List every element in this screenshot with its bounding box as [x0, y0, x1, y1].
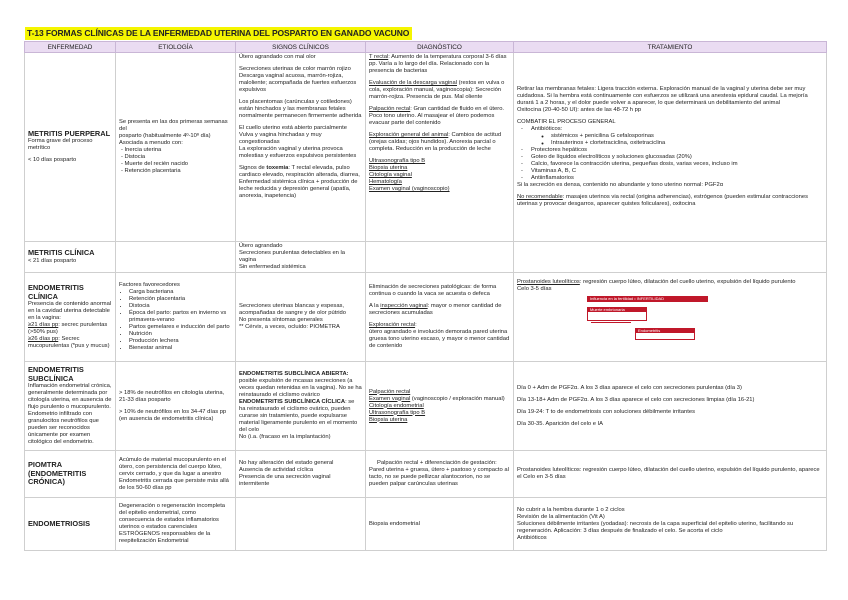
list-item: - Retención placentaria — [121, 168, 181, 174]
text: útero agrandado e involución demorada pared uterina gruesa tono uterino escaso, y mayor o menor cantidad de contenido — [369, 329, 510, 349]
disease-desc: Forma grave del proceso metrítico — [28, 138, 93, 152]
text: : Aumento de la temperatura corporal 3-6 días pp. Varía a lo largo del día. Relacionado con la presencia de bacterias — [369, 54, 507, 74]
text: Soluciones débilmente irritantes (yodadas): necrosis de la capa superficial del epitelio uterino, facilitando su regeneración. Aplicación: 3 días después de finalizado el celo. Se acorta el ciclo — [517, 520, 794, 534]
text: No cubrir a la hembra durante 1 o 2 ciclos — [517, 506, 625, 513]
text: Endometritis — [636, 329, 694, 333]
cell-etiology — [116, 362, 236, 451]
cell-treatment — [514, 498, 827, 551]
cell-signs — [236, 273, 366, 362]
text: No (i.a. (fracaso en la implantación) — [239, 434, 331, 440]
text: Los placentomas (carúnculas y cotiledones) están hinchados y las membranas fetales normalmente permanecen firmemente adherida — [239, 99, 362, 119]
list-item: - Muerte del recién nacido — [121, 161, 189, 167]
text: Exploración general del animal — [369, 132, 449, 138]
cell-signs — [236, 362, 366, 451]
list-item: - Antiinflamatorios — [531, 175, 823, 182]
text — [28, 322, 112, 336]
list-item: - Antibióticos: — [531, 126, 823, 133]
disease-name: ENDOMETRITIS CLÍNICA — [28, 283, 84, 301]
disease-desc: Inflamación endometrial crónica, generalmente determinada por citología uterina, en ausencia de flujo purulento o mucopurulento. Endometrio infiltrado con granulocitos neutrófilos que pueden ser reconocidos únicamente por examen citológico del endometrio. — [28, 383, 112, 445]
text: Secreciones purulentas detectables en la vagina — [239, 250, 346, 263]
text: Palpación rectal + diferenciación de gestación: — [377, 460, 497, 466]
text — [369, 106, 510, 127]
header-etiologia: ETIOLOGÍA — [116, 42, 236, 53]
text: (vaginoscopio / exploración manual) — [410, 395, 505, 402]
text: : — [415, 322, 417, 328]
cell-signs — [236, 242, 366, 273]
text: Pared uterina + gruesa, útero + pastoso y compacto al tacto, no se puede pellizcar alantocorion, no se pueden palpar carúnculas uterinas — [369, 467, 509, 487]
cell-signs — [236, 451, 366, 498]
page-title: T-13 FORMAS CLÍNICAS DE LA ENFERMEDAD UTERINA DEL POSPARTO EN GANADO VACUNO — [25, 27, 412, 40]
text: ≥21 días pp — [28, 322, 59, 328]
text: : Cambios de actitud (orejas caídas; ojos hundidos). Anorexia parcial o completa. Reducción en la producción de leche — [369, 132, 502, 152]
cell-disease — [25, 451, 116, 498]
text: Biopsia uterina — [369, 416, 408, 423]
cell-disease — [25, 498, 116, 551]
row-piometra — [25, 451, 827, 498]
list-item: • Bienestar animal — [129, 345, 232, 352]
text: : se ha reinstaurado el ciclismo ovárico, pueden curarse sin tratamiento, puede expulsarse material ligeramente purulento en el momento del celo — [239, 399, 358, 433]
text: ≥26 días pp — [28, 336, 59, 342]
text: Exploración rectal — [369, 322, 416, 328]
cell-diagnosis — [366, 498, 514, 551]
disease-name: METRITIS CLÍNICA — [28, 248, 95, 258]
text: Biopsia uterina — [369, 165, 408, 171]
list-item: • Producción lechera — [129, 338, 232, 345]
text: Endometritis cerrada que persiste más allá de los 50-60 días pp — [119, 477, 229, 491]
list — [517, 126, 823, 133]
text — [517, 279, 823, 286]
cell-etiology — [116, 498, 236, 551]
disease-name: ENDOMETRIOSIS — [28, 518, 91, 528]
cell-treatment — [514, 362, 827, 451]
text: Ultrasonografía tipo B — [369, 158, 426, 164]
text: Si la secreción es densa, contenido no abundante y tono uterino normal: PGF2α — [517, 182, 724, 188]
disease-name: ENDOMETRITIS SUBCLÍNICA — [28, 365, 84, 383]
cell-treatment — [514, 273, 827, 362]
cell-etiology — [116, 273, 236, 362]
list-item: - Vitaminas A, B, C — [531, 168, 823, 175]
text: Secreciones uterinas blancas y espesas, acompañadas de sangre y de olor pútrido — [239, 303, 346, 316]
text: Palpación rectal — [369, 388, 411, 395]
header-tratamiento: TRATAMIENTO — [514, 42, 827, 53]
cell-signs — [236, 53, 366, 242]
text: Útero agrandado con mal olor — [239, 54, 316, 60]
list-item: - Protectores hepáticos — [531, 147, 823, 154]
text: Palpación rectal — [369, 106, 411, 112]
text — [239, 165, 362, 200]
text: Citología vaginal — [369, 172, 412, 178]
text: Acúmulo de material mucopurulento en el útero, con persistencia del cuerpo lúteo, cervix cerrado, y que da lugar a anestro — [119, 456, 226, 477]
list-item: ◦ sistémicos + penicilina G cefalosporinas — [551, 133, 823, 140]
header-diagnostico: DIAGNÓSTICO — [366, 42, 514, 53]
text: Secreciones uterinas de color marrón rojizo — [239, 66, 351, 72]
text: Biopsia endometrial — [369, 520, 420, 527]
disease-table — [24, 41, 827, 551]
table-header-row — [25, 42, 827, 53]
text — [369, 322, 510, 329]
text: Retirar las membranas fetales: Ligera tracción externa. Exploración manual de la vaginal y uterina debe ser muy cuidadosa. Si la hembra está continuamente con esfuerzos se utilizará una anestesia epidural caudal. La mejoría durará 1 a 2 horas, y el dolor puede volver a aparecer, lo que determinará un debilitamiento del animal — [517, 86, 808, 106]
text: Útero agrandado — [239, 243, 283, 249]
text — [517, 194, 823, 208]
list-item: ◦ Intrauterinos + clortetraciclina, oxitetraciclina — [551, 140, 823, 147]
text: Citología endometrial — [369, 402, 424, 409]
header-signos: SIGNOS CLÍNICOS — [236, 42, 366, 53]
text: Oxitocina (20-40-50 UI): antes de las 48-72 h pp — [517, 107, 642, 113]
cell-etiology — [116, 451, 236, 498]
text: No hay alteración del estado general — [239, 460, 334, 466]
text — [369, 132, 510, 153]
cell-disease — [25, 53, 116, 242]
cell-etiology — [116, 53, 236, 242]
cell-disease — [25, 273, 116, 362]
text: Prostanoides luteolíticos — [517, 279, 580, 285]
text: posparto (habitualmente 4º-10º día) — [119, 133, 211, 139]
cell-diagnosis — [366, 273, 514, 362]
text: : secrec purulentas (>50% pus) — [28, 322, 108, 335]
text: Ausencia de actividad cíclica — [239, 467, 314, 473]
text: Prostanoides luteolíticos: regresión cuerpo lúteo, dilatación del cuello uterino, expulsión del líquido purulento, aparece el Celo en 3-5 días — [517, 467, 820, 480]
text: Día 0 + Adm de PGF2α. A los 3 días aparece el celo con secreciones purulentas (día 3) — [517, 384, 742, 391]
text: Día 30-35. Aparición del celo e IA — [517, 420, 604, 427]
cell-signs — [236, 498, 366, 551]
text — [369, 54, 510, 75]
cell-disease — [25, 242, 116, 273]
list-item: • Partos gemelares e inducción del parto — [129, 324, 232, 331]
text: > 10% de neutrófilos en los 34-47 días pp (en ausencia de endometritis clínica) — [119, 408, 227, 422]
text: Asociada a menudo con: — [119, 140, 183, 146]
text: > 18% de neutrófilos en citología uterina, 21-33 días posparto — [119, 389, 225, 403]
disease-desc: Presencia de contenido anormal en la cavidad uterina detectable en la vagina: — [28, 301, 112, 321]
text: posible expulsión de mcasas secreciones (a veces quedan retenidas en la vagina). No se ha reinstaurado el ciclismo ovárico — [239, 378, 362, 398]
text — [28, 336, 112, 350]
text: Evaluación de la descarga vaginal — [369, 80, 457, 86]
text: Vulva y vagina hinchadas y muy congestionadas — [239, 132, 322, 145]
cell-diagnosis — [366, 362, 514, 451]
text: Día 13-18+ Adm de PGF2α. A los 3 días aparece el celo con secreciones limpias (día 16-21) — [517, 396, 755, 403]
text: (restos en vulva o cola, exploración manual, vaginoscopia): Secreción marrón-rojiza. Presencia de pus. Mal oliente — [369, 80, 505, 100]
list-item: - Inercia uterina — [121, 147, 162, 153]
text: toxemia — [266, 165, 289, 171]
text: Examen vaginal (vaginoscopio) — [369, 186, 450, 192]
text — [239, 399, 362, 434]
list-item: • Nutrición — [129, 331, 232, 338]
disease-time: < 21 días posparto — [28, 257, 77, 264]
text: Descarga vaginal acuosa, marrón-rojiza, maloliente; acompañada de fuertes esfuerzos expulsivos — [239, 73, 357, 93]
text: ENDOMETRITIS SUBCLÍNICA CÍCLICA — [239, 399, 346, 405]
list — [119, 289, 232, 352]
list-item: - Distocia — [121, 154, 146, 160]
text: A la — [369, 303, 381, 309]
disease-name: METRITIS PUERPERAL — [28, 128, 111, 138]
list-item: • Época del parto: partos en invierno vs primavera-verano — [129, 310, 232, 324]
text — [369, 396, 510, 403]
list-item: • Distocia — [129, 303, 232, 310]
text: : regresión cuerpo lúteo, dilatación del cuello uterino, expulsión del líquido purulento — [579, 279, 796, 285]
list — [517, 147, 823, 182]
list-item: • Carga bacteriana — [129, 289, 232, 296]
text: Sin enfermedad sistémica — [239, 264, 306, 270]
text: ENDOMETRITIS SUBCLÍNICA ABIERTA: — [239, 371, 349, 377]
text — [369, 80, 510, 101]
text: Día 19-24: T to de endometriosis con soluciones débilmente irritantes — [517, 408, 695, 415]
text: ESTRÓGENOS responsables de la reepitelización Endometrial — [119, 531, 211, 544]
text: inspección vaginal — [380, 303, 428, 309]
text: : Gran cantidad de fluido en el útero. Poco tono uterino. Al masajear el útero podemos evacuar parte del contenido — [369, 106, 505, 126]
text: Eliminación de secreciones patológicas: de forma continua o cuando la vaca se acuesta o defeca — [369, 284, 497, 297]
fertility-diagram — [587, 296, 737, 342]
text: : T rectal elevada, pulso cardiaco elevado, respiración alterada, diarrea, Enfermedad sistémica clínica + producción de leche reducida y depresión general (apatía, anorexia, inapetencia) — [239, 165, 360, 199]
diagram-box — [587, 307, 647, 321]
text: Presencia de una secreción vaginal intermitente — [239, 474, 331, 487]
row-endometritis-clinica — [25, 273, 827, 362]
disease-name: PIOMTRA (ENDOMETRITIS CRÓNICA) — [28, 460, 87, 487]
cell-treatment — [514, 53, 827, 242]
disease-time: < 10 días posparto — [28, 157, 77, 164]
text: Signos de — [239, 165, 267, 171]
text: Hematología — [369, 179, 402, 185]
diagram-line — [591, 322, 631, 323]
text: Factores favorecedores — [119, 282, 180, 288]
cell-diagnosis — [366, 242, 514, 273]
cell-treatment — [514, 242, 827, 273]
text: Antibióticos — [517, 534, 547, 541]
text: COMBATIR EL PROCESO GENERAL — [517, 119, 616, 125]
cell-diagnosis — [366, 451, 514, 498]
text: Ultrasonografía tipo B — [369, 409, 426, 416]
text: : Secrec mucopurulentas (*pus y mucus) — [28, 336, 110, 349]
text: Se presenta en las dos primeras semanas del — [119, 119, 228, 132]
list-item: - Calcio, favorece la contracción uterina, pequeñas dosis, varias veces, incluso im — [531, 161, 823, 168]
text: ** Cérvix, a veces, ocluido: PIOMETRA — [239, 324, 340, 330]
diagram-box — [635, 328, 695, 340]
text: T rectal — [369, 54, 389, 60]
text: Revisión de la alimentación (Vit A) — [517, 513, 605, 520]
cell-diagnosis — [366, 53, 514, 242]
text: Celo 3-5 días — [517, 286, 552, 292]
list-item: - Goteo de líquidos electrolíticos y soluciones glucosadas (20%) — [531, 154, 823, 161]
text: No recomendable — [517, 194, 563, 200]
row-metritis-clinica — [25, 242, 827, 273]
header-enfermedad: ENFERMEDAD — [25, 42, 116, 53]
text: La exploración vaginal y uterina provoca molestias y esfuerzos expulsivos persistentes — [239, 146, 357, 159]
row-metritis-puerperal — [25, 53, 827, 242]
row-endometriosis — [25, 498, 827, 551]
text: Muerte embrionaria — [588, 308, 646, 312]
cell-etiology — [116, 242, 236, 273]
text: El cuello uterino está abierto parcialmente — [239, 125, 347, 131]
list-item: • Retención placentaria — [129, 296, 232, 303]
text: Examen vaginal — [369, 395, 411, 402]
text — [369, 303, 510, 317]
diagram-title: Influencia en la fertilidad • INFERTILIDAD — [587, 296, 708, 302]
cell-disease — [25, 362, 116, 451]
row-endometritis-subclinica — [25, 362, 827, 451]
text: Degeneración o regeneración incompleta del epitelio endometrial, como consecuencia de estados inflamatorios uterinos o estados carenciales — [119, 503, 226, 530]
cell-treatment — [514, 451, 827, 498]
text: : mayor o menor cantidad de secreciones acumuladas — [369, 303, 502, 316]
list — [517, 133, 823, 147]
text: No presenta síntomas generales — [239, 317, 323, 323]
text: : masajes uterinos via rectal (origina adherencias), estrógenos (pueden estimular contracciones uterinas y provocar desgarros, aparecer quistes foliculares), oxitocina — [517, 194, 808, 207]
